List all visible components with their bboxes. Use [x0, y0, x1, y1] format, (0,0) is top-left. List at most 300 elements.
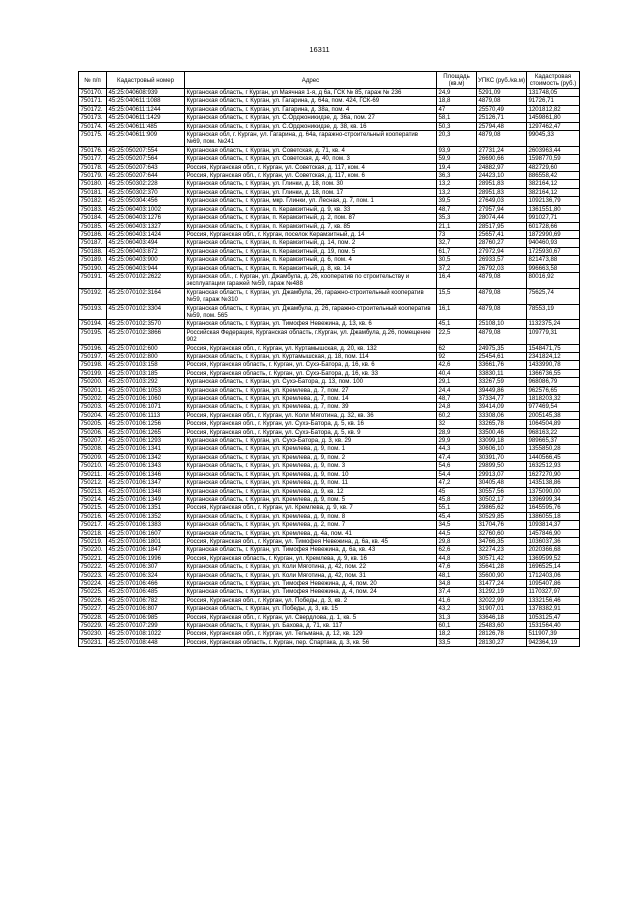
cadastral-cost-cell: 2341824,12 — [527, 353, 580, 361]
cadastral-cost-cell: 1725930,67 — [527, 247, 580, 255]
area-cell: 32 — [437, 420, 477, 428]
upks-cell: 33267,59 — [477, 378, 527, 386]
table-row — [79, 546, 580, 554]
table-row — [79, 411, 580, 419]
upks-cell: 32022,99 — [477, 596, 527, 604]
cadastral-cost-cell: 1440566,45 — [527, 453, 580, 461]
table-row — [79, 462, 580, 470]
table-row — [79, 395, 580, 403]
table-row — [79, 605, 580, 613]
upks-cell: 35600,90 — [477, 571, 527, 579]
area-cell: 39,5 — [437, 197, 477, 205]
cadastral-cost-cell: 1435138,86 — [527, 479, 580, 487]
row-num-cell: 750227. — [79, 605, 107, 613]
address-cell: Курганская область, г. Курган, ул. Кремлева, д. 4а, пом. 41 — [185, 529, 437, 537]
upks-cell: 4879,08 — [477, 131, 527, 147]
cadastral-cost-cell: 1036037,36 — [527, 537, 580, 545]
cadastral-number-cell: 45:25:060403:872 — [107, 247, 185, 255]
row-num-cell: 750199. — [79, 369, 107, 377]
row-num-cell: 750185. — [79, 222, 107, 230]
cadastral-cost-cell: 989665,37 — [527, 437, 580, 445]
row-num-cell: 750218. — [79, 529, 107, 537]
area-cell: 19,4 — [437, 163, 477, 171]
header-cadastral-number: Кадастровый номер — [107, 72, 185, 89]
address-cell: Россия, Курганская область, г. Курган, пер. Спартака, д. 3, кв. 56 — [185, 638, 437, 646]
area-cell: 24,8 — [437, 403, 477, 411]
cadastral-cost-cell: 601728,66 — [527, 222, 580, 230]
cadastral-number-cell: 45:25:070102:3164 — [107, 288, 185, 304]
address-cell: Курганская область, г. Курган, ул. Кремлева, д. 2, пом. 7 — [185, 521, 437, 529]
area-cell: 45 — [437, 487, 477, 495]
address-cell: Курганская область, г. Курган, п. Керамзитный, д. 2, пом. 87 — [185, 214, 437, 222]
address-cell: Курганская область, г. Курган, ул. Куртамышская, д. 18, пом. 114 — [185, 353, 437, 361]
table-row — [79, 288, 580, 304]
row-num-cell: 750198. — [79, 361, 107, 369]
address-cell: Курганская область, г. Курган, ул. Победы, д. 3, кв. 15 — [185, 605, 437, 613]
upks-cell: 25570,49 — [477, 105, 527, 113]
upks-cell: 25454,61 — [477, 353, 527, 361]
cadastral-cost-cell: 91726,71 — [527, 97, 580, 105]
row-num-cell: 750210. — [79, 462, 107, 470]
area-cell: 48,1 — [437, 571, 477, 579]
address-cell: Курганская область, г. Курган, ул. Коли Мяготина, д. 42, пом. 22 — [185, 563, 437, 571]
area-cell: 13,2 — [437, 180, 477, 188]
cadastral-cost-cell: 1366736,55 — [527, 369, 580, 377]
upks-cell: 25126,71 — [477, 114, 527, 122]
upks-cell: 27731,24 — [477, 146, 527, 154]
cadastral-cost-cell: 1818203,32 — [527, 395, 580, 403]
upks-cell: 28951,83 — [477, 188, 527, 196]
area-cell: 35,3 — [437, 214, 477, 222]
table-row — [79, 622, 580, 630]
address-cell: Курганская область, г. Курган, ул. Кремлева, д. 9, пом. 2 — [185, 453, 437, 461]
row-num-cell: 750211. — [79, 470, 107, 478]
cadastral-number-cell: 45:25:070106:1343 — [107, 462, 185, 470]
cadastral-number-cell: 45:25:040611:485 — [107, 122, 185, 130]
area-cell: 22,5 — [437, 328, 477, 344]
cadastral-number-cell: 45:25:070102:600 — [107, 344, 185, 352]
table-row — [79, 479, 580, 487]
row-num-cell: 750228. — [79, 613, 107, 621]
upks-cell: 35641,28 — [477, 563, 527, 571]
area-cell: 62 — [437, 344, 477, 352]
row-num-cell: 750214. — [79, 495, 107, 503]
cadastral-number-cell: 45:25:070106:485 — [107, 588, 185, 596]
cadastral-number-cell: 45:25:070103:292 — [107, 378, 185, 386]
cadastral-cost-cell: 886558,42 — [527, 172, 580, 180]
table-row — [79, 272, 580, 288]
cadastral-cost-cell: 2005145,38 — [527, 411, 580, 419]
cadastral-number-cell: 45:25:060403:494 — [107, 239, 185, 247]
cadastral-cost-cell: 80016,92 — [527, 272, 580, 288]
cadastral-number-cell: 45:25:070106:1265 — [107, 428, 185, 436]
row-num-cell: 750202. — [79, 395, 107, 403]
cadastral-number-cell: 45:25:070106:1383 — [107, 521, 185, 529]
upks-cell: 4879,08 — [477, 328, 527, 344]
address-cell: Курганская область, г. Курган, ул. Тимофея Невежина, д. 6а, кв. 43 — [185, 546, 437, 554]
row-num-cell: 750231. — [79, 638, 107, 646]
upks-cell: 28130,27 — [477, 638, 527, 646]
cadastral-cost-cell: 2603963,44 — [527, 146, 580, 154]
upks-cell: 31292,19 — [477, 588, 527, 596]
cadastral-cost-cell: 1369599,52 — [527, 554, 580, 562]
row-num-cell: 750182. — [79, 197, 107, 205]
upks-cell: 33500,46 — [477, 428, 527, 436]
upks-cell: 28074,44 — [477, 214, 527, 222]
row-num-cell: 750173. — [79, 114, 107, 122]
area-cell: 59,9 — [437, 155, 477, 163]
table-row — [79, 180, 580, 188]
cadastral-number-cell: 45:25:070106:1341 — [107, 445, 185, 453]
table-row — [79, 571, 580, 579]
row-num-cell: 750230. — [79, 630, 107, 638]
cadastral-number-cell: 45:25:040611:1088 — [107, 97, 185, 105]
area-cell: 93,9 — [437, 146, 477, 154]
area-cell: 45,1 — [437, 320, 477, 328]
upks-cell: 27957,94 — [477, 205, 527, 213]
cadastral-cost-cell: 1064504,89 — [527, 420, 580, 428]
cadastral-number-cell: 45:25:070106:1342 — [107, 453, 185, 461]
cadastral-cost-cell: 131748,05 — [527, 89, 580, 97]
row-num-cell: 750191. — [79, 272, 107, 288]
upks-cell: 30606,10 — [477, 445, 527, 453]
cadastral-cost-cell: 1375090,00 — [527, 487, 580, 495]
address-cell: Курганская область, г. Курган, п. Керамзитный, д. 19, пом. 5 — [185, 247, 437, 255]
address-cell: Россия, Курганская область, г. Курган, ул. Сухэ-Батора, д. 16, кв. 33 — [185, 369, 437, 377]
upks-cell: 30502,17 — [477, 495, 527, 503]
cadastral-number-cell: 45:25:070103:158 — [107, 361, 185, 369]
cadastral-number-cell: 45:25:070103:185 — [107, 369, 185, 377]
address-cell: Россия, Курганская область, г. Курган, ул. Сухэ-Батора, д. 16, кв. 6 — [185, 361, 437, 369]
address-cell: Курганская область, г. Курган, ул. Кремлева, д. 9, пом. 11 — [185, 479, 437, 487]
table-row — [79, 247, 580, 255]
row-num-cell: 750212. — [79, 479, 107, 487]
upks-cell: 24423,10 — [477, 172, 527, 180]
cadastral-cost-cell: 1093814,37 — [527, 521, 580, 529]
table-row — [79, 97, 580, 105]
table-row — [79, 163, 580, 171]
cadastral-number-cell: 45:25:060403:1327 — [107, 222, 185, 230]
cadastral-number-cell: 45:25:060403:1002 — [107, 205, 185, 213]
cadastral-number-cell: 45:25:070106:1346 — [107, 470, 185, 478]
row-num-cell: 750186. — [79, 230, 107, 238]
header-address: Адрес — [185, 72, 437, 89]
row-num-cell: 750180. — [79, 180, 107, 188]
upks-cell: 39414,09 — [477, 403, 527, 411]
row-num-cell: 750224. — [79, 579, 107, 587]
upks-cell: 26933,57 — [477, 256, 527, 264]
area-cell: 73 — [437, 230, 477, 238]
cadastral-cost-cell: 1297462,47 — [527, 122, 580, 130]
area-cell: 43,2 — [437, 605, 477, 613]
row-num-cell: 750201. — [79, 386, 107, 394]
upks-cell: 31477,24 — [477, 579, 527, 587]
area-cell: 45,8 — [437, 495, 477, 503]
table-row — [79, 114, 580, 122]
area-cell: 92 — [437, 353, 477, 361]
upks-cell: 30571,42 — [477, 554, 527, 562]
cadastral-cost-cell: 1396999,34 — [527, 495, 580, 503]
upks-cell: 25108,10 — [477, 320, 527, 328]
table-row — [79, 554, 580, 562]
cadastral-number-cell: 45:25:070106:1113 — [107, 411, 185, 419]
row-num-cell: 750216. — [79, 512, 107, 520]
cadastral-number-cell: 45:25:070106:1351 — [107, 504, 185, 512]
area-cell: 37,4 — [437, 588, 477, 596]
cadastral-number-cell: 45:25:070106:1352 — [107, 512, 185, 520]
area-cell: 58,1 — [437, 114, 477, 122]
upks-cell: 28126,78 — [477, 630, 527, 638]
cadastral-cost-cell: 1361551,80 — [527, 205, 580, 213]
area-cell: 62,6 — [437, 546, 477, 554]
cadastral-number-cell: 45:25:070106:1060 — [107, 395, 185, 403]
upks-cell: 5291,09 — [477, 89, 527, 97]
table-row — [79, 131, 580, 147]
header-num: № п/п — [79, 72, 107, 89]
table-row — [79, 239, 580, 247]
address-cell: Курганская область, г. Курган, ул. Сухэ-Батора, д. 3, кв. 29 — [185, 437, 437, 445]
cadastral-number-cell: 45:25:040611:1244 — [107, 105, 185, 113]
address-cell: Курганская область, г. Курган, ул. Кремлева, д. 7, пом. 14 — [185, 395, 437, 403]
area-cell: 50,3 — [437, 122, 477, 130]
row-num-cell: 750196. — [79, 344, 107, 352]
table-row — [79, 328, 580, 344]
header-upks: УПКС (руб./кв.м) — [477, 72, 527, 89]
upks-cell: 33099,18 — [477, 437, 527, 445]
cadastral-cost-cell: 968086,79 — [527, 378, 580, 386]
upks-cell: 34766,35 — [477, 537, 527, 545]
table-row — [79, 596, 580, 604]
table-row — [79, 563, 580, 571]
area-cell: 45,4 — [437, 512, 477, 520]
upks-cell: 28517,95 — [477, 222, 527, 230]
area-cell: 36,3 — [437, 172, 477, 180]
cadastral-number-cell: 45:25:070108:448 — [107, 638, 185, 646]
cadastral-number-cell: 45:25:050207:644 — [107, 172, 185, 180]
upks-cell: 29913,07 — [477, 470, 527, 478]
row-num-cell: 750220. — [79, 546, 107, 554]
address-cell: Курганская область, г. Курган, ул. С.Орджоникидзе, д. 38, кв. 16 — [185, 122, 437, 130]
address-cell: Россия, Курганская обл., г. Курган, поселок Керамзитный, д. 14 — [185, 230, 437, 238]
upks-cell: 24975,35 — [477, 344, 527, 352]
area-cell: 61,7 — [437, 247, 477, 255]
table-row — [79, 122, 580, 130]
row-num-cell: 750188. — [79, 247, 107, 255]
address-cell: Россия, Курганская обл., г. Курган, ул. Сухэ-Батора, д. 5, кв. 16 — [185, 420, 437, 428]
area-cell: 55,1 — [437, 504, 477, 512]
address-cell: Курганская область, г. Курган, п. Керамзитный, д. 9, кв. 33 — [185, 205, 437, 213]
cadastral-number-cell: 45:25:070106:1348 — [107, 487, 185, 495]
area-cell: 44,5 — [437, 529, 477, 537]
row-num-cell: 750226. — [79, 596, 107, 604]
cadastral-number-cell: 45:25:050207:643 — [107, 163, 185, 171]
area-cell: 41,6 — [437, 596, 477, 604]
table-row — [79, 344, 580, 352]
table-row — [79, 579, 580, 587]
cadastral-cost-cell: 109779,31 — [527, 328, 580, 344]
area-cell: 44,8 — [437, 554, 477, 562]
address-cell: Курганская область, г. Курган, ул. Кремлева, д. 9, кв. 12 — [185, 487, 437, 495]
area-cell: 33,5 — [437, 638, 477, 646]
upks-cell: 25794,48 — [477, 122, 527, 130]
address-cell: Курганская область, г. Курган, ул. Глинки, д. 18, пом. 30 — [185, 180, 437, 188]
cadastral-number-cell: 45:25:050207:554 — [107, 146, 185, 154]
table-row — [79, 105, 580, 113]
upks-cell: 30557,56 — [477, 487, 527, 495]
cadastral-number-cell: 45:25:050207:564 — [107, 155, 185, 163]
address-cell: Курганская область, г. Курган, ул. Сухэ-Батора, д. 13, пом. 100 — [185, 378, 437, 386]
cadastral-number-cell: 45:25:070106:1293 — [107, 437, 185, 445]
cadastral-number-cell: 45:25:070102:2622 — [107, 272, 185, 288]
table-row — [79, 304, 580, 320]
area-cell: 28,9 — [437, 428, 477, 436]
upks-cell: 28760,27 — [477, 239, 527, 247]
area-cell: 40,4 — [437, 369, 477, 377]
address-cell: Россия, Курганская область, г. Курган, ул. Кремлева, д. 9, кв. 16 — [185, 554, 437, 562]
address-cell: Курганская область, г Курган, ул Маячная 1-я, д 6а, ГСК № 85, гараж № 236 — [185, 89, 437, 97]
upks-cell: 27649,03 — [477, 197, 527, 205]
address-cell: Курганская область, г. Курган, ул. Кремлева, д. 7, пом. 39 — [185, 403, 437, 411]
upks-cell: 29899,50 — [477, 462, 527, 470]
address-cell: Курганская область, г. Курган, ул. Гагарина, д. 64а, пом. 424, ГСК-69 — [185, 97, 437, 105]
table-row — [79, 638, 580, 646]
table-row — [79, 613, 580, 621]
upks-cell: 31907,01 — [477, 605, 527, 613]
upks-cell: 25483,60 — [477, 622, 527, 630]
row-num-cell: 750193. — [79, 304, 107, 320]
area-cell: 15,5 — [437, 288, 477, 304]
row-num-cell: 750174. — [79, 122, 107, 130]
address-cell: Курганская область, г. Курган, ул. Кремлева, д. 9, пом. 3 — [185, 462, 437, 470]
cadastral-number-cell: 45:25:070106:1071 — [107, 403, 185, 411]
address-cell: Россия, Курганская обл., г. Курган, ул. Тимофея Невежина, д. 6а, кв. 45 — [185, 537, 437, 545]
address-cell: Курганская область, г. Курган, мкр. Глинки, ул. Лесная, д. 7, пом. 1 — [185, 197, 437, 205]
row-num-cell: 750200. — [79, 378, 107, 386]
table-row — [79, 214, 580, 222]
cadastral-number-cell: 45:25:060403:900 — [107, 256, 185, 264]
area-cell: 44,3 — [437, 445, 477, 453]
upks-cell: 30405,48 — [477, 479, 527, 487]
row-num-cell: 750184. — [79, 214, 107, 222]
address-cell: Россия, Курганская обл., г. Курган, ул. Советская, д. 117, ком. 4 — [185, 163, 437, 171]
table-row — [79, 403, 580, 411]
row-num-cell: 750177. — [79, 155, 107, 163]
area-cell: 29,8 — [437, 537, 477, 545]
address-cell: Россия, Курганская обл., г. Курган, ул. Куртамышская, д. 20, кв. 132 — [185, 344, 437, 352]
table-row — [79, 378, 580, 386]
table-row — [79, 230, 580, 238]
address-cell: Курганская область, г. Курган, ул. Тимофея Невежина, д. 4, пом. 24 — [185, 588, 437, 596]
table-row — [79, 146, 580, 154]
page-number: 16311 — [309, 45, 330, 54]
cadastral-cost-cell: 1459861,80 — [527, 114, 580, 122]
row-num-cell: 750187. — [79, 239, 107, 247]
address-cell: Курганская обл, г. Курган, ул. Гагарина, д. 64а, гаражно-строительный кооператив №69, пом. №241 — [185, 131, 437, 147]
table-row — [79, 369, 580, 377]
row-num-cell: 750172. — [79, 105, 107, 113]
table-row — [79, 437, 580, 445]
table-row — [79, 172, 580, 180]
row-num-cell: 750229. — [79, 622, 107, 630]
area-cell: 31,3 — [437, 613, 477, 621]
cadastral-cost-cell: 1201812,82 — [527, 105, 580, 113]
cadastral-number-cell: 45:25:050302:228 — [107, 180, 185, 188]
upks-cell: 26792,03 — [477, 264, 527, 272]
cadastral-number-cell: 45:25:070106:1996 — [107, 554, 185, 562]
table-row — [79, 470, 580, 478]
cadastral-cost-cell: 482729,60 — [527, 163, 580, 171]
address-cell: Курганская область, г. Курган, ул. Тимофея Невежина, д. 4, пом. 20 — [185, 579, 437, 587]
cadastral-cost-cell: 1645595,76 — [527, 504, 580, 512]
table-row — [79, 495, 580, 503]
table-row — [79, 188, 580, 196]
row-num-cell: 750179. — [79, 172, 107, 180]
cadastral-number-cell: 45:25:040611:909 — [107, 131, 185, 147]
table-row — [79, 630, 580, 638]
table-row — [79, 222, 580, 230]
area-cell: 54,6 — [437, 462, 477, 470]
area-cell: 29,1 — [437, 378, 477, 386]
table-row — [79, 89, 580, 97]
cadastral-cost-cell: 821473,88 — [527, 256, 580, 264]
area-cell: 13,2 — [437, 188, 477, 196]
row-num-cell: 750221. — [79, 554, 107, 562]
row-num-cell: 750204. — [79, 411, 107, 419]
cadastral-cost-cell: 1132375,24 — [527, 320, 580, 328]
upks-cell: 31704,76 — [477, 521, 527, 529]
area-cell: 18,8 — [437, 97, 477, 105]
row-num-cell: 750206. — [79, 428, 107, 436]
address-cell: Россия, Курганская обл., г. Курган, ул. Свердлова, д. 1, кв. 5 — [185, 613, 437, 621]
upks-cell: 24882,97 — [477, 163, 527, 171]
cadastral-number-cell: 45:25:070102:3570 — [107, 320, 185, 328]
cadastral-cost-cell: 1872990,69 — [527, 230, 580, 238]
area-cell: 20,3 — [437, 131, 477, 147]
cadastral-cost-cell: 991027,71 — [527, 214, 580, 222]
cadastral-cost-cell: 1696525,14 — [527, 563, 580, 571]
address-cell: Курганская область, г. Курган, ул. Кремлева, д. 9, пом. 8 — [185, 512, 437, 520]
cadastral-cost-cell: 75625,74 — [527, 288, 580, 304]
row-num-cell: 750171. — [79, 97, 107, 105]
address-cell: Курганская область, г. Курган, ул. Кремлева, д. 9, пом. 1 — [185, 445, 437, 453]
area-cell: 60,1 — [437, 622, 477, 630]
address-cell: Россия, Курганская обл., г. Курган, ул. Сухэ-Батора, д. 5, кв. 9 — [185, 428, 437, 436]
cadastral-cost-cell: 1095407,86 — [527, 579, 580, 587]
table-row — [79, 197, 580, 205]
cadastral-number-cell: 45:25:060403:1424 — [107, 230, 185, 238]
area-cell: 47 — [437, 105, 477, 113]
cadastral-number-cell: 45:25:050302:370 — [107, 188, 185, 196]
cadastral-cost-cell: 968163,22 — [527, 428, 580, 436]
area-cell: 60,2 — [437, 411, 477, 419]
row-num-cell: 750190. — [79, 264, 107, 272]
cadastral-number-cell: 45:25:070106:1847 — [107, 546, 185, 554]
table-row — [79, 256, 580, 264]
address-cell: Курганская область, г. Курган, п. Керамзитный, д. 14, пом. 2 — [185, 239, 437, 247]
area-cell: 42,6 — [437, 361, 477, 369]
table-row — [79, 386, 580, 394]
cadastral-cost-cell: 1386055,18 — [527, 512, 580, 520]
upks-cell: 37334,77 — [477, 395, 527, 403]
cadastral-number-cell: 45:25:040611:1429 — [107, 114, 185, 122]
cadastral-number-cell: 45:25:070106:1349 — [107, 495, 185, 503]
row-num-cell: 750219. — [79, 537, 107, 545]
header-cadastral-cost: Кадастровая стоимость (руб.) — [527, 72, 580, 89]
upks-cell: 33265,78 — [477, 420, 527, 428]
address-cell: Курганская область, г. Курган, ул. Кремлева, д. 9, пом. 5 — [185, 495, 437, 503]
address-cell: Россия, Курганская обл., г. Курган, ул. Советская, д. 117, ком. 6 — [185, 172, 437, 180]
upks-cell: 33830,11 — [477, 369, 527, 377]
